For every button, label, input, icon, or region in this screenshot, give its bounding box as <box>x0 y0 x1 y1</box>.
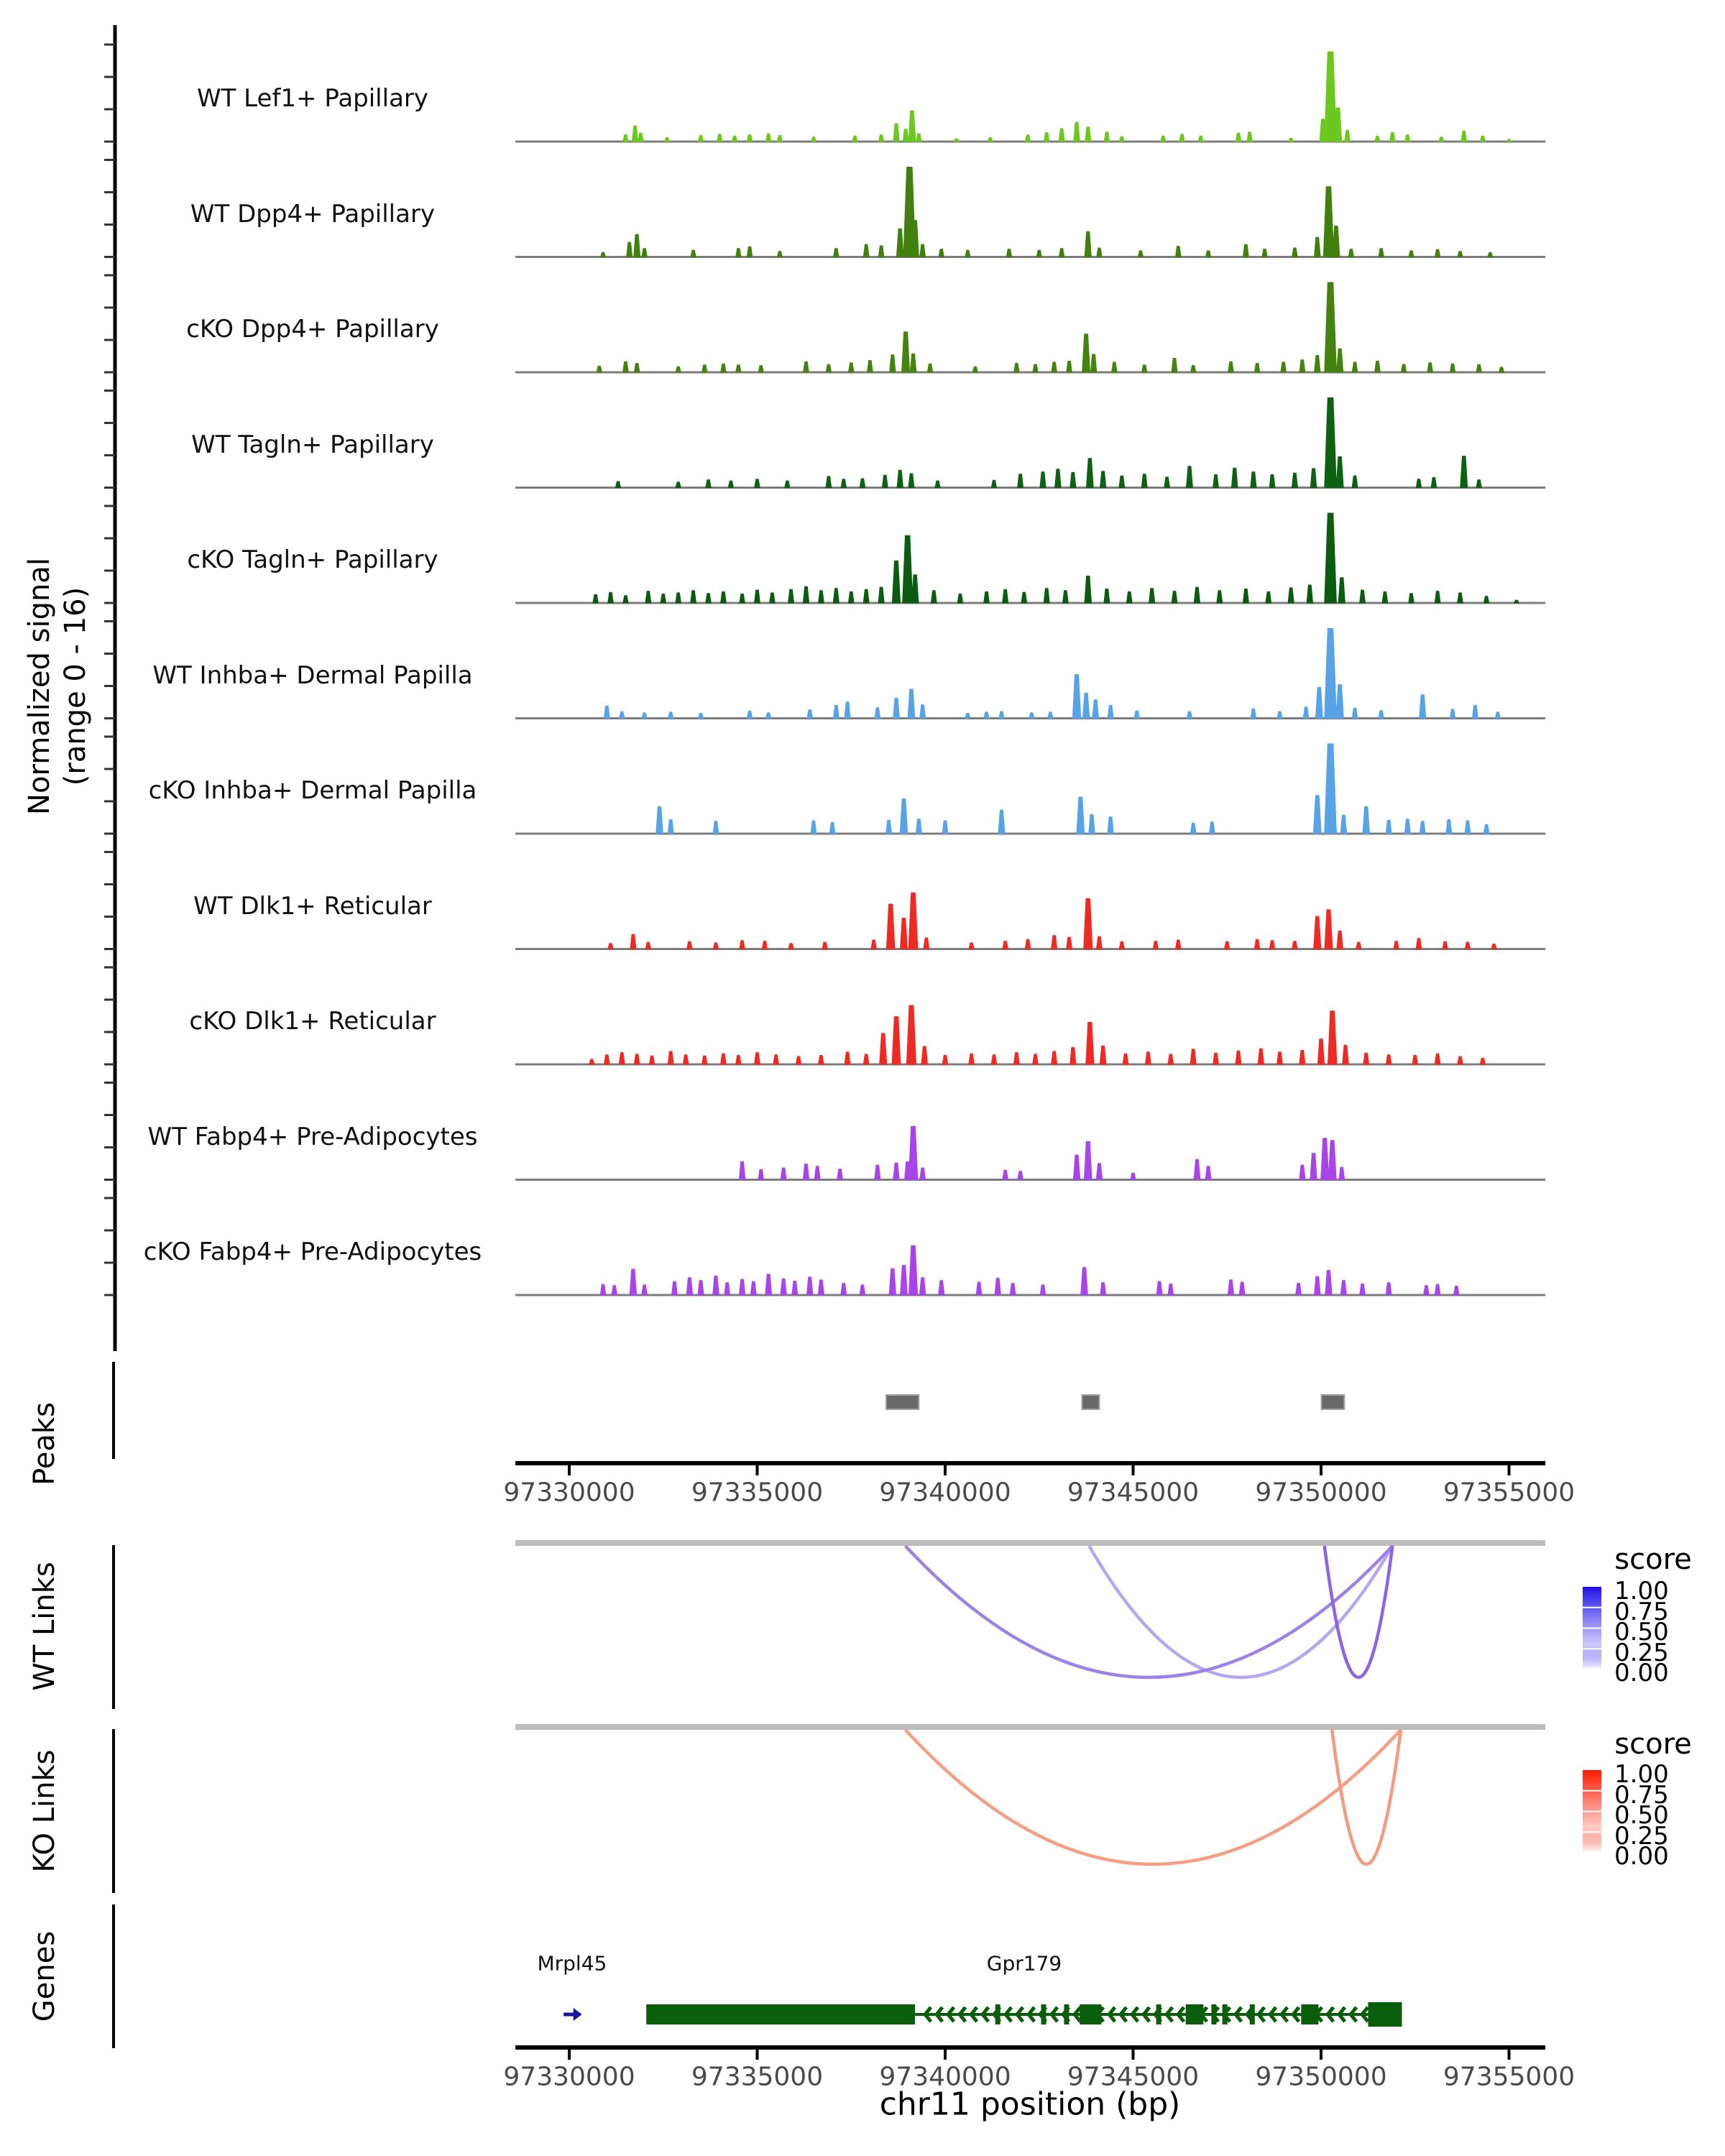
coverage-track-signal <box>597 282 1504 372</box>
wt-links-section-label: WT Links <box>28 1562 61 1691</box>
coverage-track-signal <box>600 1245 1459 1295</box>
gene-gpr179-exon <box>1041 2004 1046 2024</box>
coverage-track-signal <box>608 893 1496 949</box>
ko-score-legend-title: score <box>1614 1728 1692 1761</box>
coverage-track-signal <box>615 398 1481 488</box>
genomic-axis-tick-label: 97335000 <box>691 1478 824 1508</box>
gene-mrpl45-arrowhead <box>574 2008 582 2021</box>
gene-gpr179-exon <box>1064 2004 1069 2024</box>
score-legend-label: 0.00 <box>1614 1842 1669 1871</box>
score-legend-label: 0.25 <box>1614 1821 1669 1851</box>
track-label: WT Dlk1+ Reticular <box>193 891 432 921</box>
gene-gpr179-first-exon <box>646 2004 915 2024</box>
score-legend-label: 0.25 <box>1614 1638 1669 1667</box>
wt-score-legend-title: score <box>1614 1543 1692 1576</box>
coverage-track-signal <box>739 1126 1344 1179</box>
signal-axis-label <box>22 558 93 815</box>
genomic-axis-tick-label: 97335000 <box>691 2062 824 2092</box>
gene-gpr179-exon-block <box>1080 2004 1097 2024</box>
genomic-axis-tick-label: 97330000 <box>503 1478 635 1508</box>
genomic-axis-tick-label: 97330000 <box>503 2062 635 2092</box>
track-label: WT Tagln+ Papillary <box>191 430 434 459</box>
peak-region-box <box>1082 1395 1099 1409</box>
gene-gpr179-exon <box>1223 2004 1228 2024</box>
genomic-axis-tick-label: 97350000 <box>1255 1478 1387 1508</box>
gene-label-mrpl45: Mrpl45 <box>537 1951 607 1976</box>
score-legend-label: 0.75 <box>1614 1597 1669 1626</box>
peaks-section-label: Peaks <box>28 1402 61 1485</box>
coverage-track-signal <box>623 52 1512 142</box>
gene-gpr179-last-exon <box>1368 2002 1402 2027</box>
score-legend-label: 0.75 <box>1614 1780 1669 1810</box>
genes-section-label: Genes <box>28 1930 61 2022</box>
score-legend-label: 0.50 <box>1614 1618 1669 1646</box>
peak-region-box <box>886 1395 919 1409</box>
score-legend-label: 0.50 <box>1614 1801 1669 1830</box>
score-legend-label: 1.00 <box>1614 1760 1669 1789</box>
track-label: WT Dpp4+ Papillary <box>190 199 436 229</box>
coverage-track-signal <box>601 167 1493 257</box>
gene-gpr179-exon-block <box>1301 2004 1318 2024</box>
wt-link-arc <box>906 1546 1393 1677</box>
genomic-axis-tick-label: 97340000 <box>879 2062 1011 2092</box>
ko-link-arc <box>1332 1730 1401 1864</box>
gene-gpr179-exon-block <box>1186 2004 1204 2024</box>
gene-gpr179-exon <box>1156 2004 1162 2024</box>
track-label: cKO Dpp4+ Papillary <box>186 315 439 344</box>
gene-label-gpr179: Gpr179 <box>986 1951 1062 1976</box>
gene-gpr179-exon <box>1211 2004 1216 2024</box>
gene-gpr179-exon <box>995 2004 1000 2024</box>
coverage-track-signal <box>593 513 1519 603</box>
track-label: cKO Dlk1+ Reticular <box>189 1007 436 1036</box>
ko-link-arc <box>906 1730 1401 1864</box>
score-legend-label: 1.00 <box>1614 1577 1669 1606</box>
track-label: cKO Fabp4+ Pre-Adipocytes <box>143 1238 482 1266</box>
track-label: WT Inhba+ Dermal Papilla <box>152 660 473 690</box>
coverage-track-signal <box>604 629 1500 719</box>
track-label: cKO Inhba+ Dermal Papilla <box>148 776 477 805</box>
track-label: WT Fabp4+ Pre-Adipocytes <box>147 1122 478 1151</box>
genomic-axis-tick-label: 97345000 <box>1067 2062 1200 2092</box>
peak-region-box <box>1322 1395 1345 1409</box>
coverage-track-signal <box>656 744 1489 834</box>
genomic-axis-tick-label: 97340000 <box>879 1478 1011 1508</box>
signal-axis-label-line1: Normalized signal <box>23 558 56 815</box>
genomic-axis-tick-label: 97345000 <box>1067 1478 1200 1508</box>
genomic-axis-tick-label: 97355000 <box>1443 2062 1576 2092</box>
track-label: cKO Tagln+ Papillary <box>187 545 438 574</box>
genomic-axis-tick-label: 97355000 <box>1443 1478 1576 1508</box>
genomic-axis-tick-label: 97350000 <box>1255 2062 1387 2092</box>
coverage-track-signal <box>589 1005 1485 1064</box>
gene-gpr179-exon <box>1096 2004 1101 2024</box>
signal-axis-label-line2: (range 0 - 16) <box>59 586 92 786</box>
track-label: WT Lef1+ Papillary <box>196 84 429 113</box>
gene-gpr179-exon <box>1250 2004 1255 2024</box>
x-axis-title: chr11 position (bp) <box>879 2086 1181 2123</box>
score-legend-label: 0.00 <box>1614 1659 1669 1687</box>
ko-links-section-label: KO Links <box>28 1749 61 1873</box>
